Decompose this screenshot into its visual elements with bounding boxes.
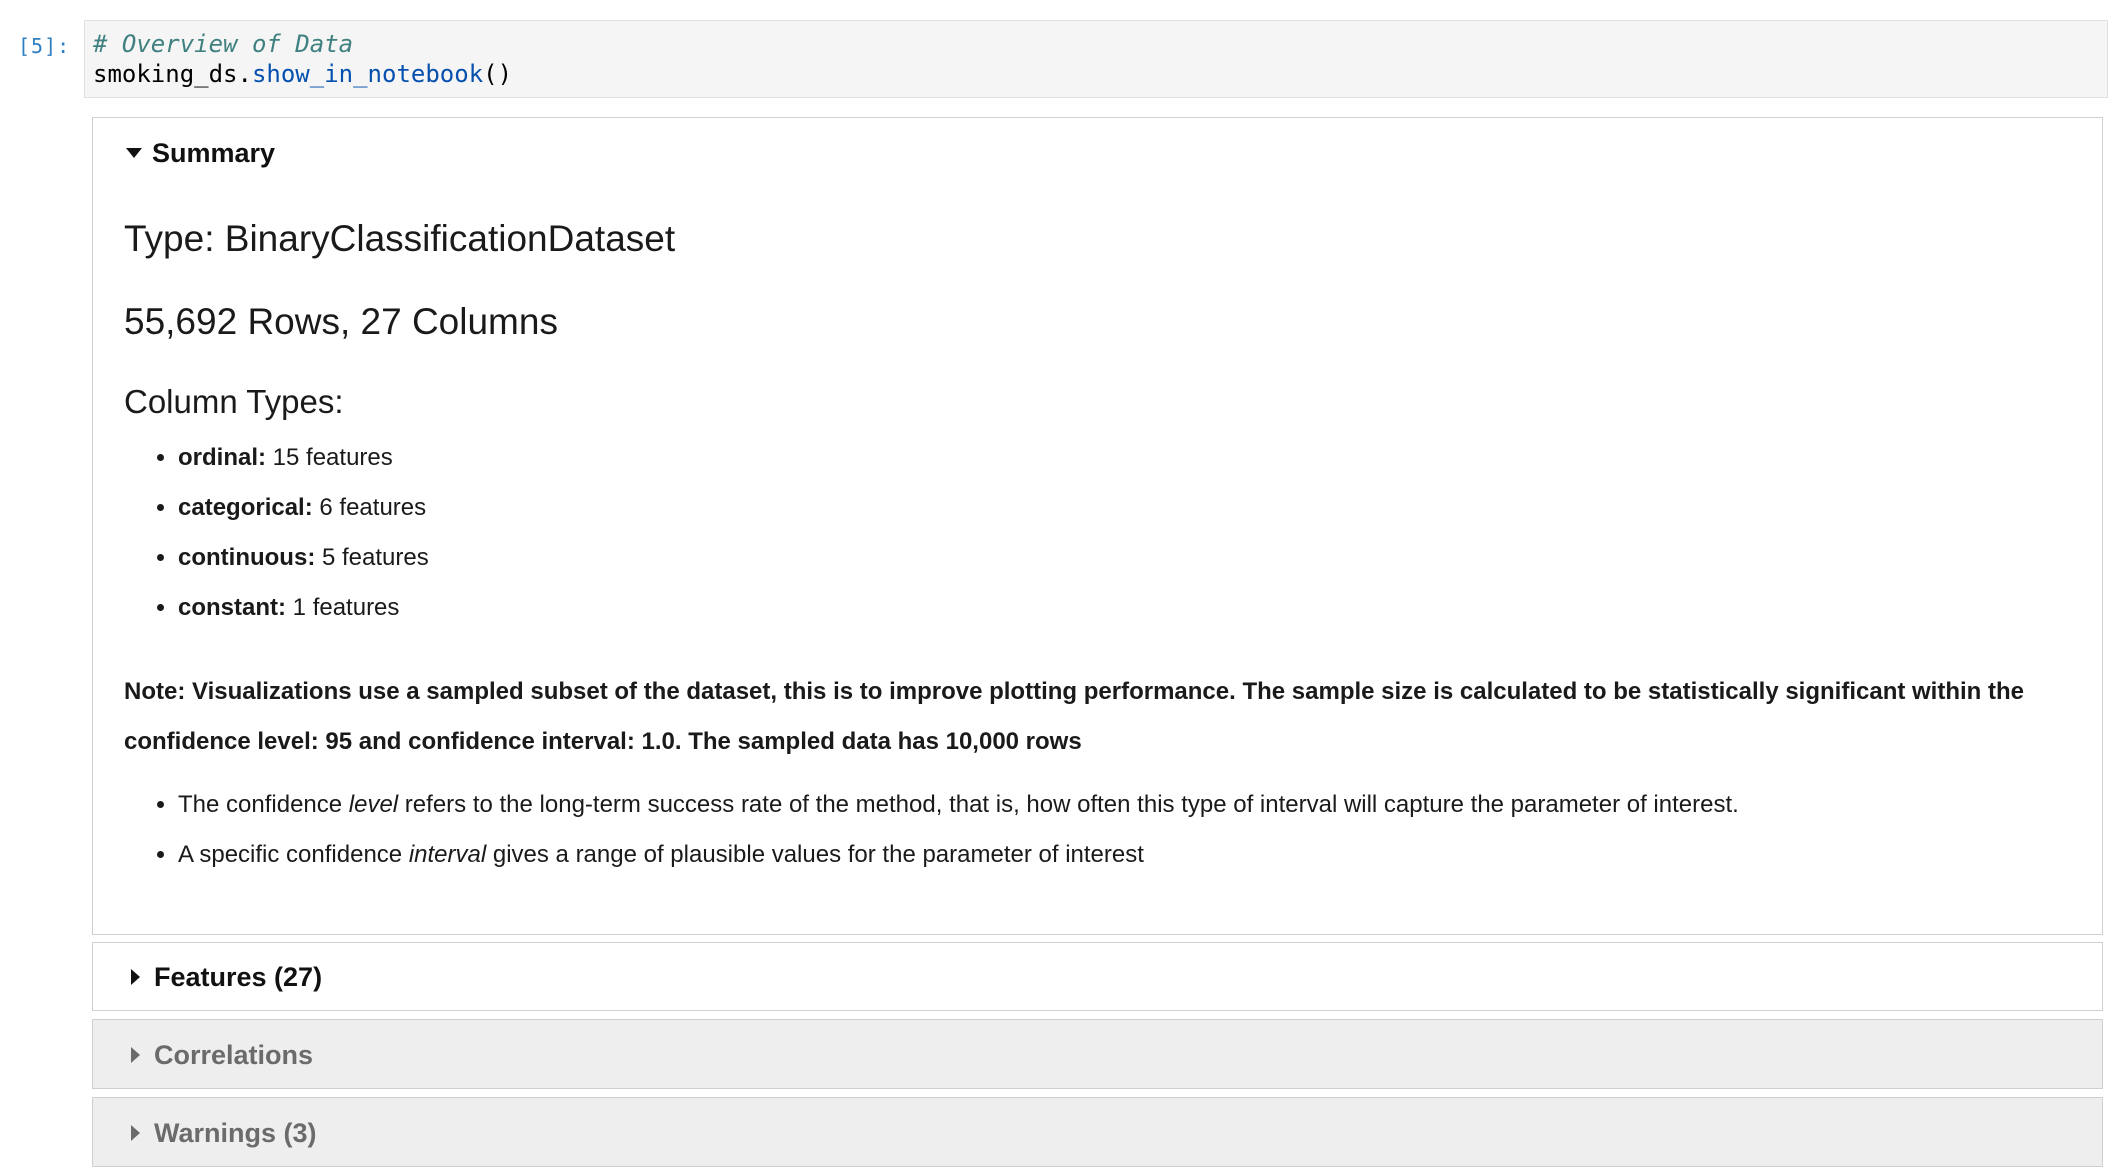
sampling-note: Note: Visualizations use a sampled subset of the dataset, this is to improve plotting performance. The sample size is calculated to be statistically significant within the confidence level: 95 and confidence interval: 1.0. The sampled data has 10,000 rows (124, 678, 2024, 755)
list-item (178, 493, 429, 523)
column-type-count: 5 features (321, 544, 429, 571)
list-item (178, 543, 429, 573)
confidence-text: A specific confidence (178, 841, 409, 868)
features-toggle[interactable] (129, 962, 322, 992)
correlations-toggle[interactable] (129, 1040, 313, 1070)
column-type-name: categorical: (178, 494, 313, 521)
warnings-header-label: Warnings (3) (154, 1117, 317, 1148)
caret-right-icon (131, 1047, 140, 1063)
features-header-label: Features (27) (154, 961, 323, 992)
confidence-text: refers to the long-term success rate of the method, that is, how often this type of interval will capture the parameter of interest. (398, 791, 1739, 818)
features-panel (92, 942, 2103, 1011)
summary-header-label: Summary (152, 137, 276, 168)
code-input-cell[interactable] (84, 20, 2108, 98)
list-item (178, 593, 429, 623)
column-type-count: 6 features (319, 494, 427, 521)
code-variable: smoking_ds (93, 60, 238, 88)
confidence-explanation-list (124, 790, 1739, 890)
summary-toggle[interactable] (129, 138, 275, 168)
column-type-name: ordinal: (178, 444, 266, 471)
rows-columns-count: 55,692 Rows, 27 Columns (124, 301, 558, 342)
warnings-toggle[interactable] (129, 1118, 317, 1148)
column-type-count: 15 features (272, 444, 393, 471)
code-comment: # Overview of Data (93, 30, 354, 58)
summary-panel (92, 117, 2103, 935)
confidence-emphasis: level (348, 791, 399, 818)
code-method: show_in_notebook (251, 60, 484, 88)
list-item (178, 443, 429, 473)
confidence-text: The confidence (178, 791, 349, 818)
cell-execution-prompt: [5]: (18, 34, 71, 58)
caret-right-icon (131, 969, 140, 985)
column-type-count: 1 features (292, 594, 400, 621)
warnings-panel (92, 1097, 2103, 1167)
column-type-name: continuous: (178, 544, 316, 571)
column-type-name: constant: (178, 594, 286, 621)
confidence-text: gives a range of plausible values for the parameter of interest (486, 841, 1144, 868)
correlations-panel (92, 1019, 2103, 1089)
correlations-header-label: Correlations (154, 1039, 314, 1070)
caret-right-icon (131, 1125, 140, 1141)
code-parens: () (483, 60, 513, 88)
column-types-list (124, 443, 429, 643)
code-dot: . (237, 60, 252, 88)
list-item (178, 840, 1739, 870)
caret-down-icon (126, 148, 142, 158)
confidence-emphasis: interval (408, 841, 487, 868)
list-item (178, 790, 1739, 820)
column-types-heading: Column Types: (124, 383, 344, 420)
dataset-type: Type: BinaryClassificationDataset (124, 218, 676, 259)
